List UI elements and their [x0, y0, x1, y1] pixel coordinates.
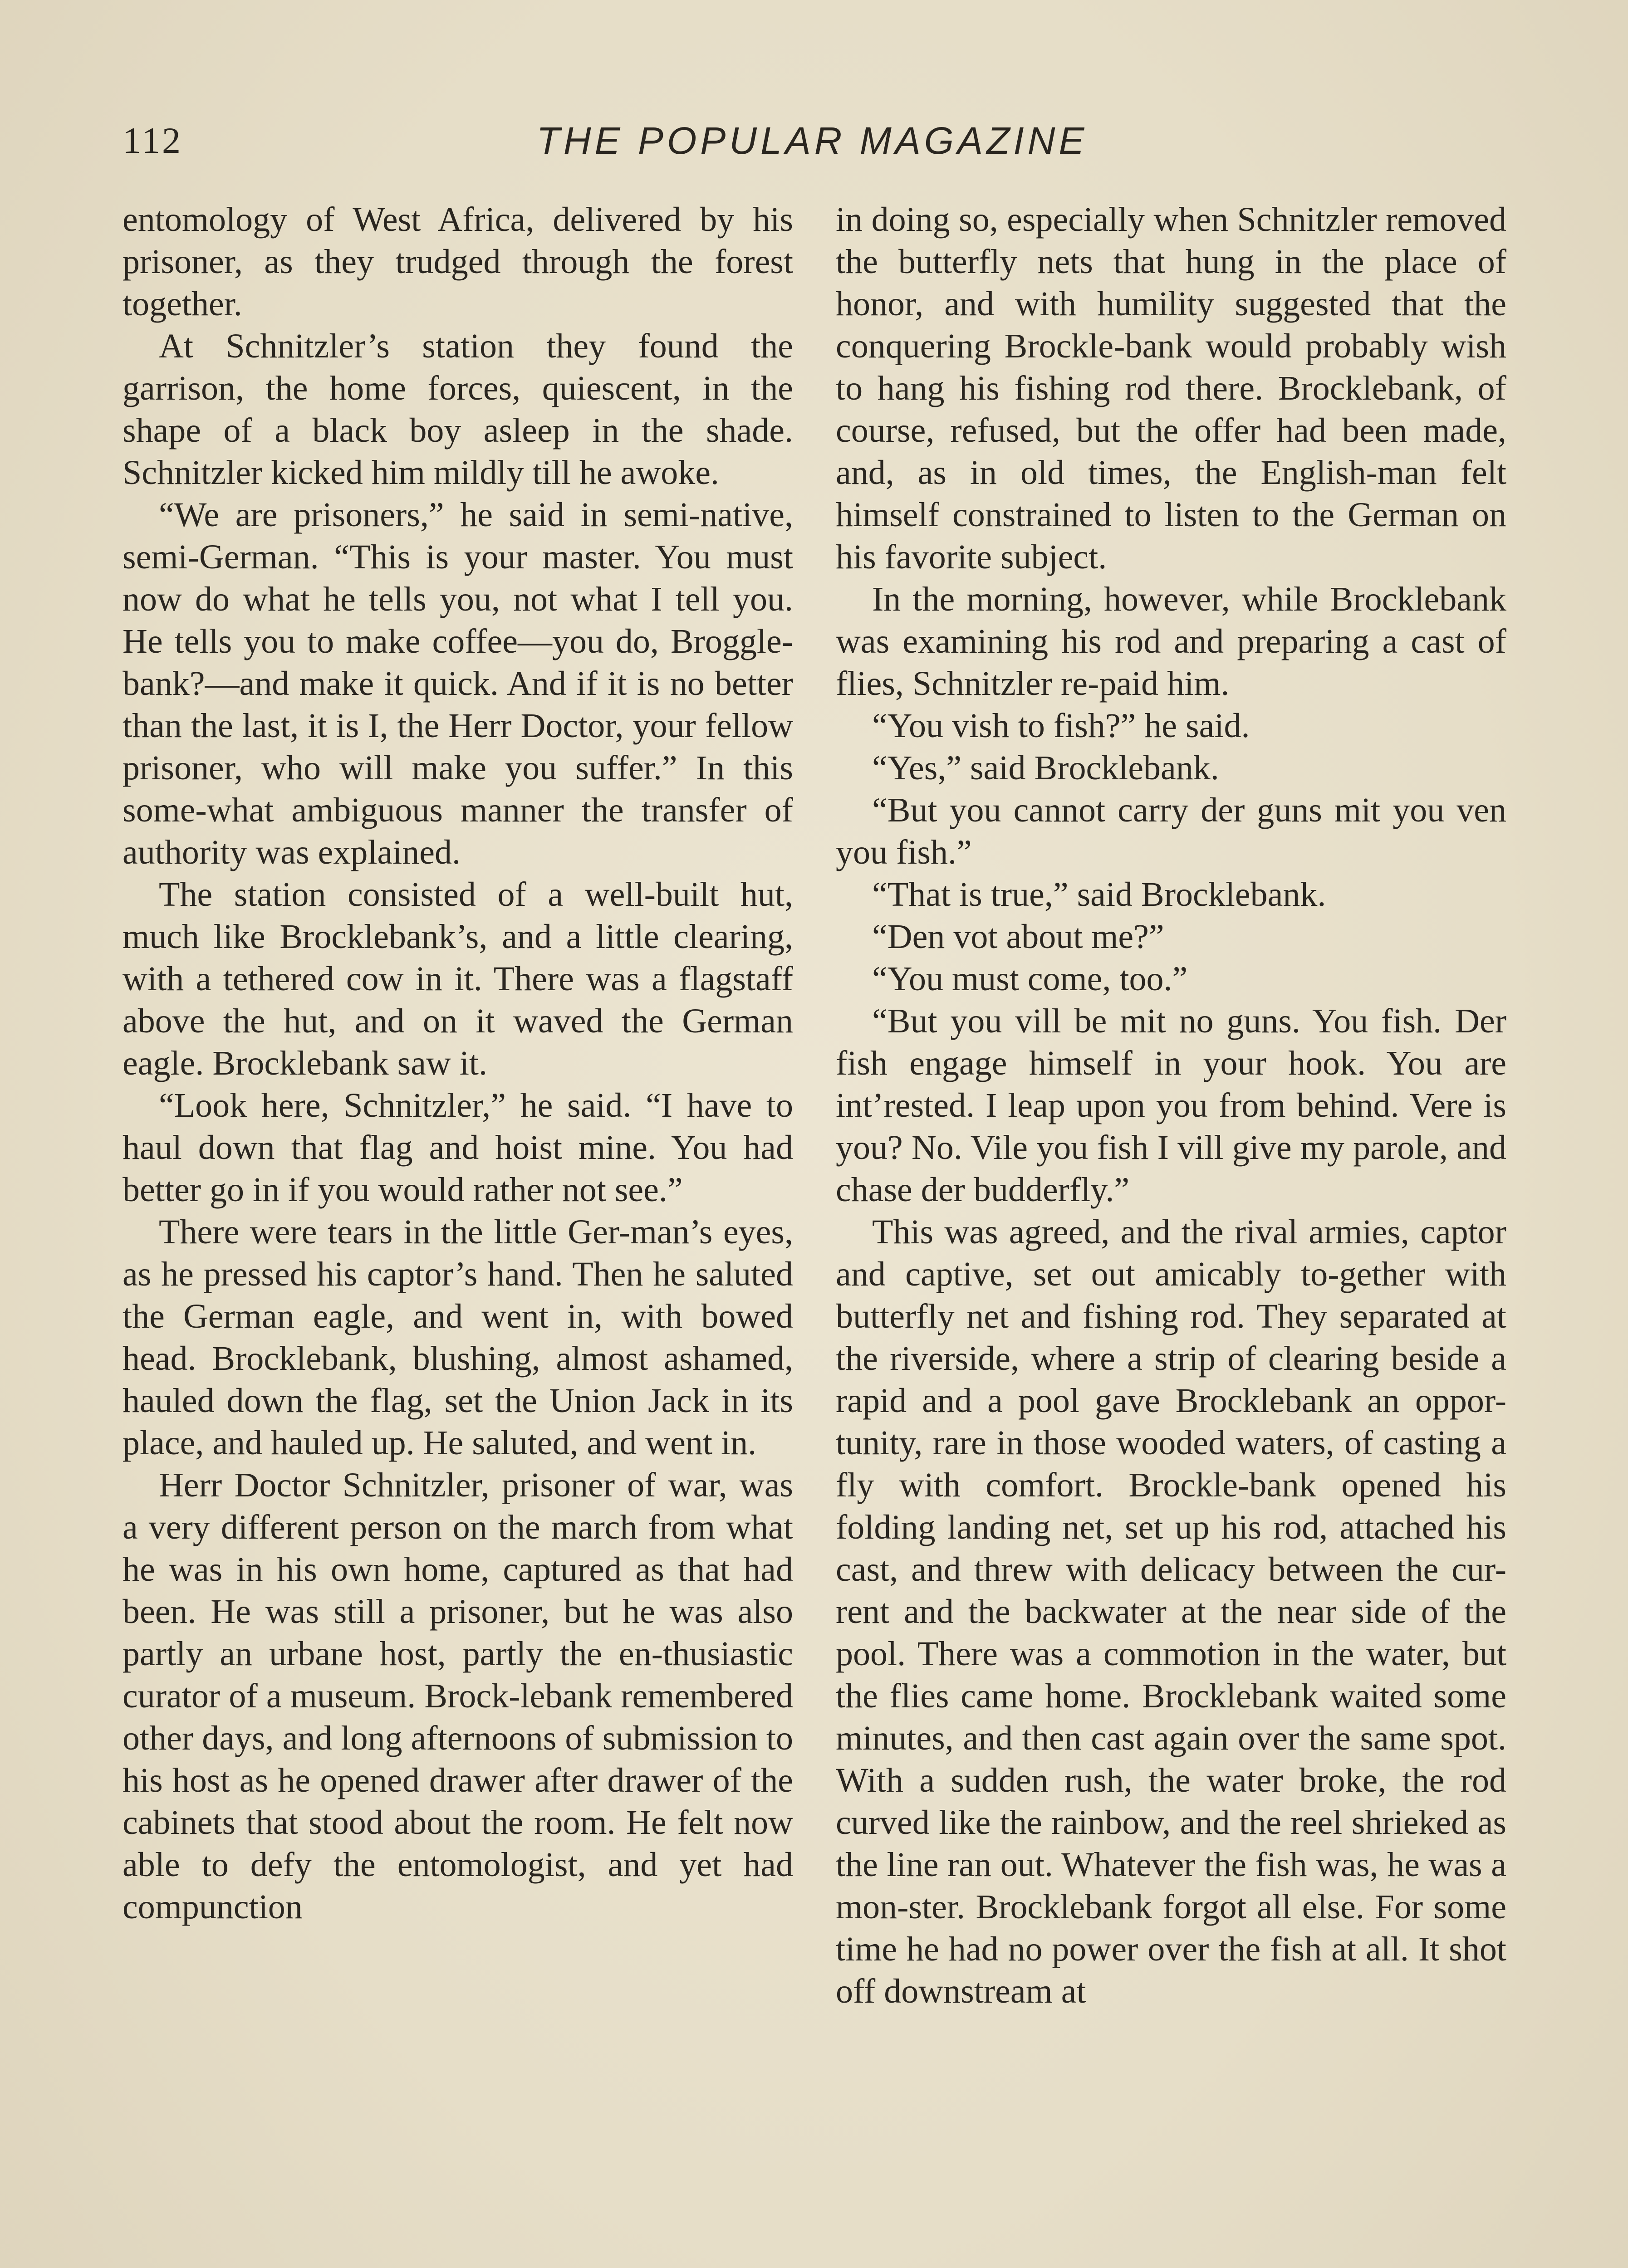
- paragraph: in doing so, especially when Schnitzler removed the butterfly nets that hung in the place of honor, and with humility suggested that the conquering Brockle-bank would probably wish to hang his fishing rod there. Brocklebank, of course, refused, but the offer had been made, and, as in old times, the English-man felt himself constrained to listen to the German on his favorite subject.: [836, 200, 1506, 576]
- page-header: [123, 116, 1502, 166]
- paragraph: At Schnitzler’s station they found the garrison, the home forces, quiescent, in the shape of a black boy asleep in the shade. Schnitzler kicked him mildly till he awoke.: [123, 327, 793, 492]
- paragraph: In the morning, however, while Brocklebank was examining his rod and preparing a cast of flies, Schnitzler re-paid him.: [836, 580, 1506, 703]
- paragraph: This was agreed, and the rival armies, captor and captive, set out amicably to-gether with butterfly net and fishing rod. They separated at the riverside, where a strip of clearing beside a rapid and a pool gave Brocklebank an oppor-tunity, rare in those wooded waters, of casting a fly with comfort. Brockle-bank opened his folding landing net, set up his rod, attached his cast, and threw with delicacy between the cur-rent and the backwater at the near side of the pool. There was a commotion in the water, but the flies came home. Brocklebank waited some minutes, and then cast again over the same spot. With a sudden rush, the water broke, the rod curved like the rainbow, and the reel shrieked as the line ran out. Whatever the fish was, he was a mon-ster. Brocklebank forgot all else. For some time he had no power over the fish at all. It shot off downstream at: [836, 1213, 1506, 2010]
- paragraph: “But you vill be mit no guns. You fish. Der fish engage himself in your hook. You are int’rested. I leap upon you from behind. Vere is you? No. Vile you fish I vill give my parole, and chase der budderfly.”: [836, 1002, 1506, 1209]
- paragraph: “But you cannot carry der guns mit you ven you fish.”: [836, 791, 1506, 871]
- paragraph: There were tears in the little Ger-man’s eyes, as he pressed his captor’s hand. Then he saluted the German eagle, and went in, with bowed head. Brocklebank, blushing, almost ashamed, hauled down the flag, set the Union Jack in its place, and hauled up. He saluted, and went in.: [123, 1213, 793, 1462]
- paragraph: “Den vot about me?”: [872, 918, 1164, 956]
- paragraph: “Look here, Schnitzler,” he said. “I have to haul down that flag and hoist mine. You had better go in if you would rather not see.”: [123, 1086, 793, 1209]
- left-column: [123, 199, 793, 2268]
- right-column: [836, 199, 1506, 2268]
- paragraph: entomology of West Africa, delivered by his prisoner, as they trudged through the forest together.: [123, 200, 793, 323]
- paragraph: “We are prisoners,” he said in semi-native, semi-German. “This is your master. You must now do what he tells you, not what I tell you. He tells you to make coffee—you do, Broggle-bank?—and make it quick. And if it is no better than the last, it is I, the Herr Doctor, your fellow prisoner, who will make you suffer.” In this some-what ambiguous manner the transfer of authority was explained.: [123, 496, 793, 871]
- page-number: 112: [123, 120, 182, 161]
- paragraph: “That is true,” said Brocklebank.: [872, 875, 1326, 914]
- paragraph: The station consisted of a well-built hut, much like Brocklebank’s, and a little clearing, with a tethered cow in it. There was a flagstaff above the hut, and on it waved the German eagle. Brocklebank saw it.: [123, 875, 793, 1082]
- running-title: THE POPULAR MAGAZINE: [536, 119, 1088, 162]
- paragraph: “You vish to fish?” he said.: [872, 707, 1250, 745]
- paragraph: “You must come, too.”: [872, 960, 1188, 998]
- paragraph: “Yes,” said Brocklebank.: [872, 749, 1219, 787]
- text-columns: [123, 199, 1506, 2268]
- paragraph: Herr Doctor Schnitzler, prisoner of war, was a very different person on the march from what he was in his own home, captured as that had been. He was still a prisoner, but he was also partly an urbane host, partly the en-thusiastic curator of a museum. Brock-lebank remembered other days, and long afternoons of submission to his host as he opened drawer after drawer of the cabinets that stood about the room. He felt now able to defy the entomologist, and yet had compunction: [123, 1466, 793, 1926]
